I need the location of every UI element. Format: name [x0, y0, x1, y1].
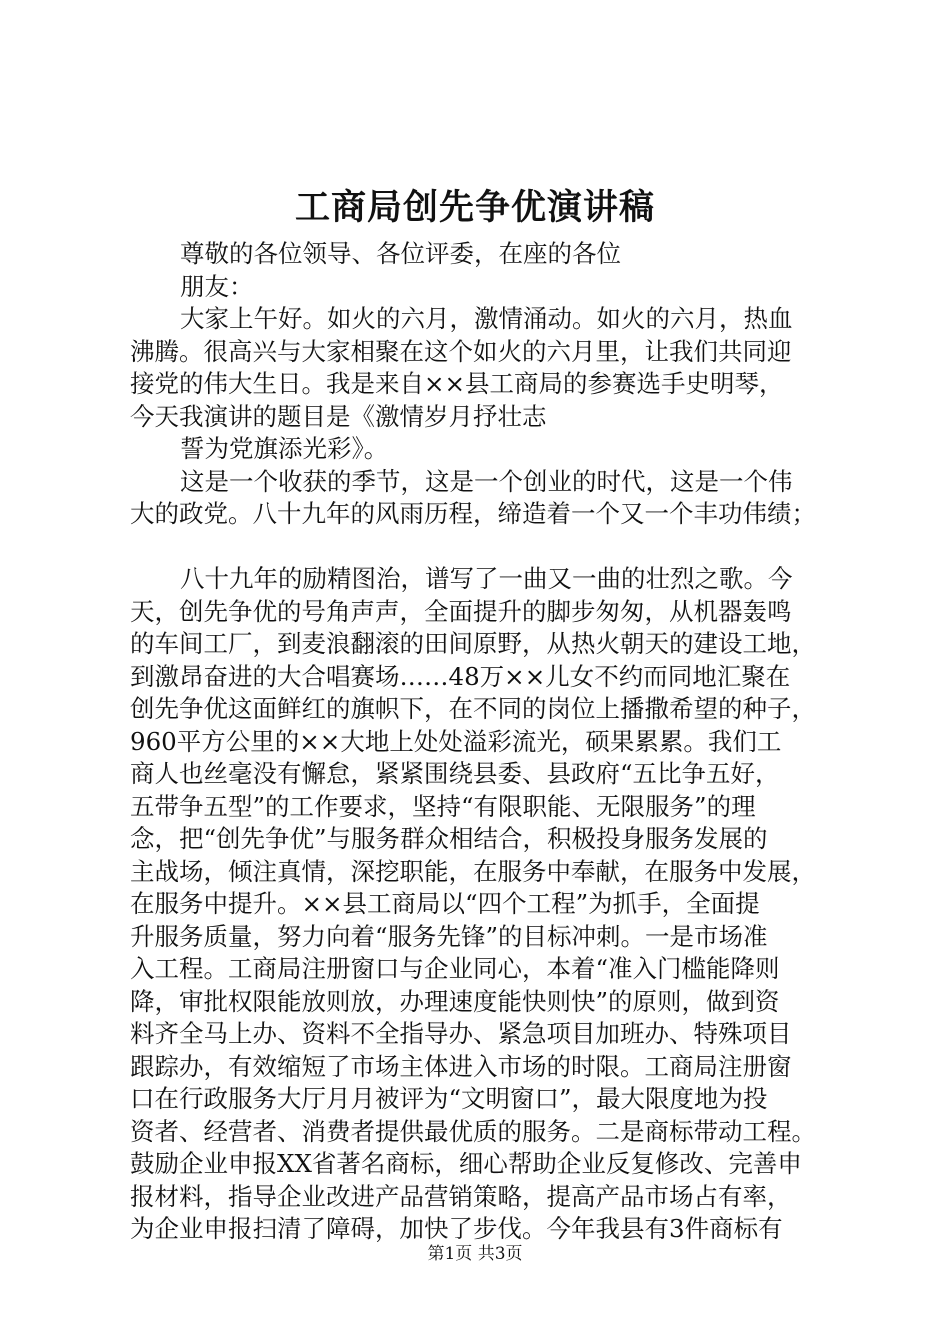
- paragraph-line: 到激昂奋进的大合唱赛场……48万××儿女不约而同地汇聚在: [130, 661, 791, 691]
- paragraph-line: 资者、经营者、消费者提供最优质的服务。二是商标带动工程。: [130, 1116, 816, 1146]
- paragraph-line: 天，创先争优的号角声声，全面提升的脚步匆匆，从机器轰鸣: [130, 596, 792, 626]
- paragraph-line: 这是一个收获的季节，这是一个创业的时代，这是一个伟: [180, 466, 793, 496]
- paragraph-line: 降，审批权限能放则放，办理速度能快则快”的原则，做到资: [130, 986, 780, 1016]
- salutation-line: 朋友：: [180, 271, 254, 301]
- page-footer: 第1页 共3页: [427, 1244, 523, 1264]
- paragraph-line: 接党的伟大生日。我是来自××县工商局的参赛选手史明琴，: [130, 369, 784, 398]
- paragraph-line: 大的政党。八十九年的风雨历程，缔造着一个又一个丰功伟绩；: [130, 499, 816, 528]
- salutation-line: 尊敬的各位领导、各位评委，在座的各位: [180, 239, 621, 268]
- paragraph-line: 商人也丝毫没有懈怠，紧紧围绕县委、县政府“五比争五好，: [130, 759, 780, 788]
- paragraph-line: 在服务中提升。××县工商局以“四个工程”为抓手，全面提: [130, 889, 760, 918]
- paragraph-line: 升服务质量，努力向着“服务先锋”的目标冲刺。一是市场准: [130, 921, 768, 951]
- document-title: 工商局创先争优演讲稿: [294, 187, 655, 228]
- paragraph-line: 入工程。工商局注册窗口与企业同心，本着“准入门槛能降则: [130, 954, 780, 983]
- paragraph-line: 报材料，指导企业改进产品营销策略，提高产品市场占有率，: [130, 1181, 792, 1211]
- paragraph-line: 念，把“创先争优”与服务群众相结合，积极投身服务发展的: [130, 824, 768, 853]
- paragraph-line: 今天我演讲的题目是《激情岁月抒壮志: [130, 401, 547, 431]
- paragraph-line: 料齐全马上办、资料不全指导办、紧急项目加班办、特殊项目: [130, 1019, 792, 1048]
- paragraph-line: 口在行政服务大厅月月被评为“文明窗口”，最大限度地为投: [130, 1084, 768, 1113]
- paragraph-line: 誓为党旗添光彩》。: [180, 434, 389, 463]
- paragraph-line: 为企业申报扫清了障碍，加快了步伐。今年我县有3件商标有: [130, 1214, 783, 1243]
- paragraph-line: 主战场，倾注真情，深挖职能，在服务中奉献，在服务中发展，: [130, 856, 816, 886]
- paragraph-line: 960平方公里的××大地上处处溢彩流光，硕果累累。我们工: [130, 726, 782, 756]
- paragraph-line: 沸腾。很高兴与大家相聚在这个如火的六月里，让我们共同迎: [130, 336, 792, 366]
- paragraph-line: 的车间工厂，到麦浪翻滚的田间原野，从热火朝天的建设工地，: [130, 629, 816, 658]
- paragraph-line: 五带争五型”的工作要求，坚持“有限职能、无限服务”的理: [130, 791, 756, 821]
- document-body: [130, 238, 845, 1246]
- paragraph-line: 大家上午好。如火的六月，激情涌动。如火的六月，热血: [180, 304, 793, 333]
- paragraph-line: 创先争优这面鲜红的旗帜下，在不同的岗位上播撒希望的种子，: [130, 694, 816, 723]
- blank-line: [130, 531, 845, 564]
- paragraph-line: 跟踪办，有效缩短了市场主体进入市场的时限。工商局注册窗: [130, 1051, 792, 1081]
- paragraph-line: 鼓励企业申报XX省著名商标，细心帮助企业反复修改、完善申: [130, 1149, 802, 1178]
- paragraph-line: 八十九年的励精图治，谱写了一曲又一曲的壮烈之歌。今: [180, 564, 793, 593]
